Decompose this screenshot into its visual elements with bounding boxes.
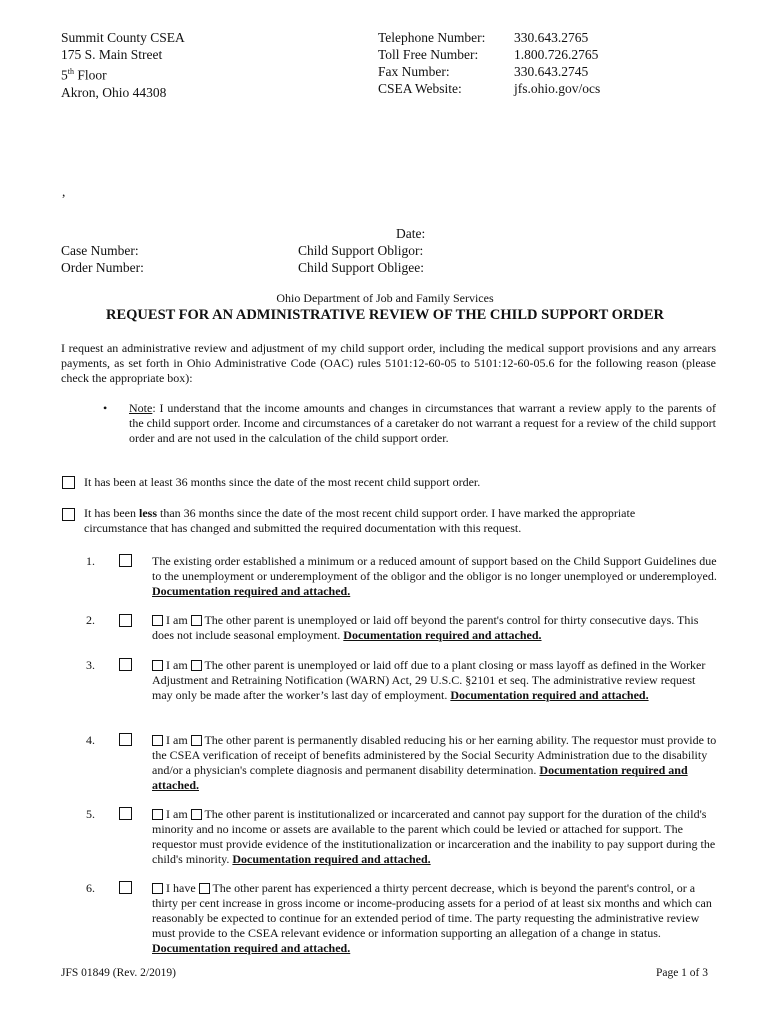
- documentation-required: Documentation required and attached.: [232, 852, 431, 866]
- option-36-months-label: It has been at least 36 months since the date of the most recent child support order.: [84, 475, 481, 489]
- documentation-required: Documentation required and attached.: [152, 584, 351, 598]
- telephone-label: Telephone Number:: [378, 30, 486, 45]
- option-36-months-checkbox[interactable]: [62, 476, 75, 489]
- order-number-label: Order Number:: [61, 260, 144, 275]
- form-title: REQUEST FOR AN ADMINISTRATIVE REVIEW OF THE CHILD SUPPORT ORDER: [106, 307, 664, 323]
- documentation-required: Documentation required and attached.: [152, 763, 688, 792]
- item-6-text: I have The other parent has experienced a thirty percent decrease, which is beyond the parent's control, or a thirty per cent increase in gross income or income-producing assets for a period of at least six months and which can reasonably be expected to continue for an extended period of time. The party requesting the administrative review must provide to the CSEA relevant evidence or information supporting an allegation of a change in status. Documentation required and attached.: [152, 881, 712, 955]
- other-parent-checkbox[interactable]: [191, 615, 202, 626]
- contact-values: [514, 29, 654, 97]
- contact-labels: [378, 29, 508, 97]
- form-id: JFS 01849 (Rev. 2/2019): [61, 967, 176, 979]
- item-1-text: The existing order established a minimum or a reduced amount of support based on the Child Support Guidelines due to the unemployment or underemployment of the obligor and the obligor is no longer unemployed or underemployed. Documentation required and attached.: [152, 554, 717, 598]
- documentation-required: Documentation required and attached.: [152, 941, 351, 955]
- toll-free-label: Toll Free Number:: [378, 47, 479, 62]
- item-6-checkbox[interactable]: [119, 881, 132, 894]
- item-3-text: I am The other parent is unemployed or laid off due to a plant closing or mass layoff as defined in the Worker Adjustment and Retraining Notification (WARN) Act, 29 U.S.C. §2101 et seq. The administrative review request may only be made after the worker’s last day of employment. Documentation required and attached.: [152, 658, 706, 702]
- website-label: CSEA Website:: [378, 81, 462, 96]
- item-5-checkbox[interactable]: [119, 807, 132, 820]
- address-comma: ,: [62, 184, 66, 199]
- agency-name: Summit County CSEA: [61, 30, 185, 45]
- fax-label: Fax Number:: [378, 64, 450, 79]
- item-2-text: I am The other parent is unemployed or laid off beyond the parent's control for thirty consecutive days. This does not include seasonal employment. Documentation required and attached.: [152, 613, 699, 642]
- other-parent-checkbox[interactable]: [191, 660, 202, 671]
- option-less-than-36-months-label: It has been less than 36 months since the date of the most recent child support order. I have marked the appropriate circumstance that has changed and submitted the required documentation with this request.: [84, 506, 636, 535]
- note-label: Note: [129, 401, 153, 415]
- obligee-label: Child Support Obligee:: [298, 260, 424, 275]
- item-number: 6.: [86, 881, 95, 895]
- agency-floor: 5th Floor: [61, 67, 107, 83]
- note-paragraph: [129, 401, 716, 446]
- agency-city: Akron, Ohio 44308: [61, 84, 167, 100]
- agency-address: [61, 29, 321, 101]
- i-am-checkbox[interactable]: [152, 660, 163, 671]
- department-name: Ohio Department of Job and Family Services: [276, 291, 494, 305]
- website-value: jfs.ohio.gov/ocs: [514, 81, 601, 96]
- i-am-checkbox[interactable]: [152, 615, 163, 626]
- item-number: 4.: [86, 733, 95, 747]
- other-parent-checkbox[interactable]: [199, 883, 210, 894]
- i-am-checkbox[interactable]: [152, 809, 163, 820]
- item-4-checkbox[interactable]: [119, 733, 132, 746]
- note-text: : I understand that the income amounts and changes in circumstances that warrant a review apply to the parents of the child support order. Income and circumstances of a caretaker do not warrant a request for a review of the child support order and are not used in the calculation of the child support order.: [129, 401, 716, 445]
- documentation-required: Documentation required and attached.: [450, 688, 649, 702]
- item-3-checkbox[interactable]: [119, 658, 132, 671]
- toll-free-value: 1.800.726.2765: [514, 47, 599, 62]
- item-1-checkbox[interactable]: [119, 554, 132, 567]
- item-number: 2.: [86, 613, 95, 627]
- note-bullet: •: [103, 401, 108, 415]
- item-4-text: I am The other parent is permanently disabled reducing his or her earning ability. The requestor must provide to the CSEA verification of receipt of benefits administered by the Social Security Administration due to the disability and/or a physician's complete diagnosis and permanent disability determination. Documentation required and attached.: [152, 733, 717, 792]
- item-number: 5.: [86, 807, 95, 821]
- documentation-required: Documentation required and attached.: [343, 628, 542, 642]
- item-number: 1.: [86, 554, 95, 568]
- option-less-than-36-months-checkbox[interactable]: [62, 508, 75, 521]
- intro-paragraph: I request an administrative review and adjustment of my child support order, including the medical support provisions and any arrears payments, as set forth in Ohio Administrative Code (OAC) rules 5101:12-60-05 to 5101:12-60-05.6 for the following reason (please check the appropriate box):: [61, 341, 716, 385]
- other-parent-checkbox[interactable]: [191, 809, 202, 820]
- telephone-value: 330.643.2765: [514, 30, 589, 45]
- date-label: Date:: [396, 226, 426, 241]
- fax-value: 330.643.2745: [514, 64, 589, 79]
- i-have-checkbox[interactable]: [152, 883, 163, 894]
- page-number: Page 1 of 3: [655, 967, 708, 979]
- item-5-text: I am The other parent is institutionalized or incarcerated and cannot pay support for the duration of the child's minority and no income or assets are available to the parent which could be levied or attached for support. The requestor must provide evidence of the institutionalization or incarceration and the inability to pay support during the child's minority. Documentation required and attached.: [152, 807, 716, 866]
- i-am-checkbox[interactable]: [152, 735, 163, 746]
- item-number: 3.: [86, 658, 95, 672]
- case-number-label: Case Number:: [61, 243, 139, 258]
- other-parent-checkbox[interactable]: [191, 735, 202, 746]
- agency-street: 175 S. Main Street: [61, 47, 163, 62]
- obligor-label: Child Support Obligor:: [298, 243, 424, 258]
- item-2-checkbox[interactable]: [119, 614, 132, 627]
